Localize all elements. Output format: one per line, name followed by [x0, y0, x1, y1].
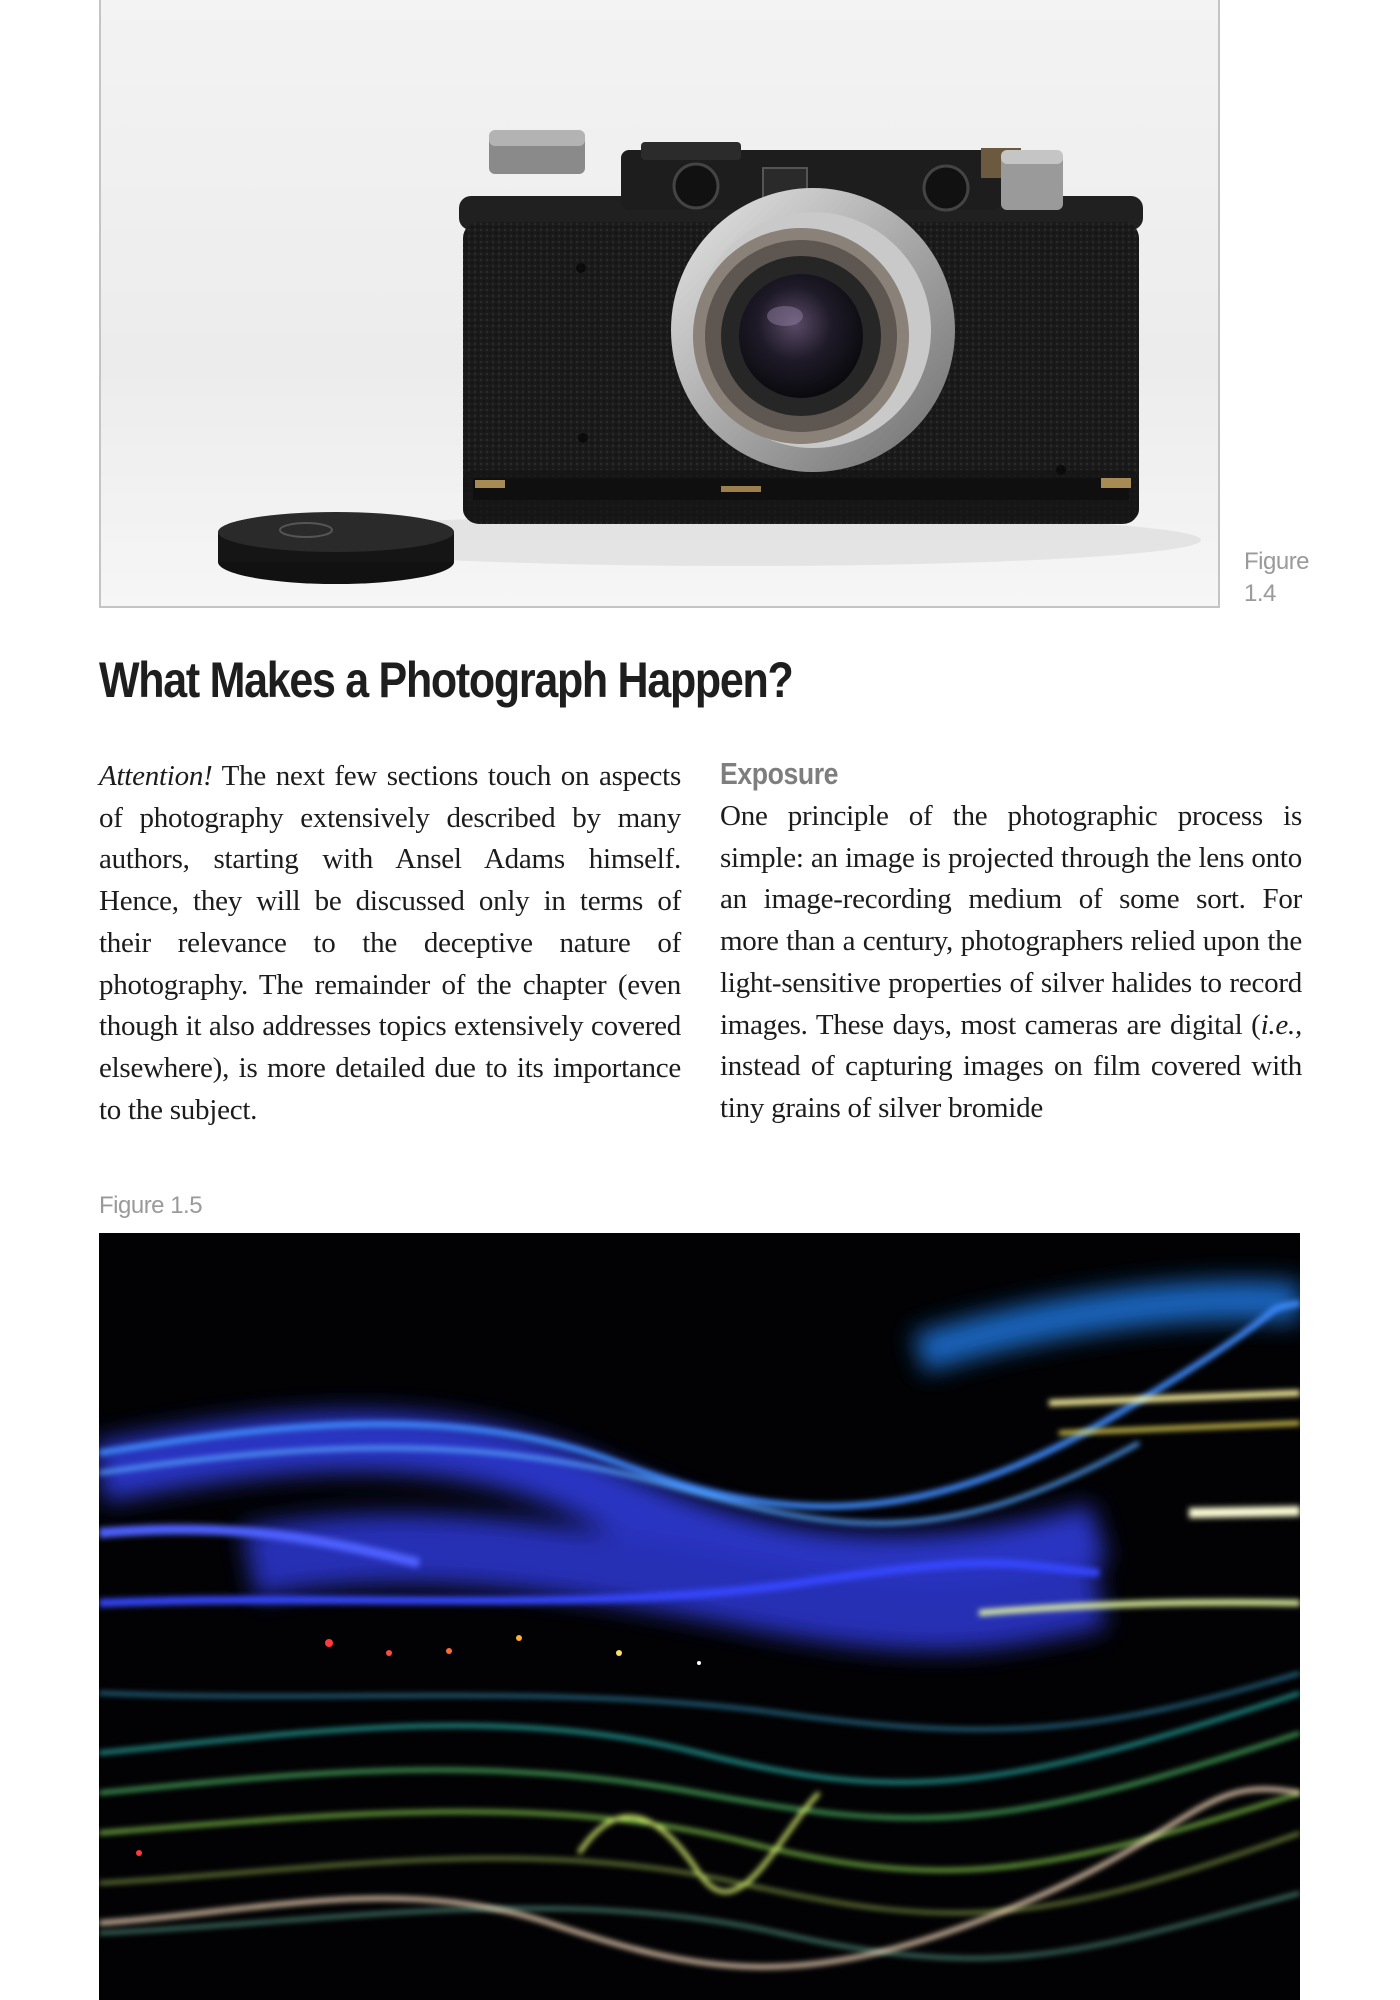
figure-1-5-light-trails-photo [99, 1233, 1300, 2000]
exposure-subheading: Exposure [720, 756, 839, 791]
left-paragraph [99, 756, 681, 1131]
section-heading: What Makes a Photograph Happen? [99, 652, 793, 708]
attention-lead: Attention! [99, 760, 213, 792]
exposure-paragraph-part1: One principle of the photographic process is simple: an image is projected through the lens onto an image-recording medium of some sort. For more than a century, photographers relied upon the light-sensitive properties of silver halides to record images. These days, most cameras are digital ( [720, 800, 1302, 1041]
left-paragraph-body: The next few sections touch on aspects of photography extensively described by many authors, starting with Ansel Adams himself. Hence, they will be discussed only in terms of their relevance to the deceptive nature of photography. The remainder of the chapter (even though it also addresses topics extensively covered elsewhere), is more detailed due to its importance to the subject. [99, 760, 681, 1126]
ie-abbreviation: i.e., [1260, 1008, 1302, 1041]
figure-1-4-camera-photo [99, 0, 1220, 608]
right-text-column [720, 754, 1302, 1130]
left-text-column [99, 756, 681, 1131]
figure-caption-line: Figure [1244, 548, 1310, 575]
lens-cap [218, 512, 454, 584]
camera-lens [671, 188, 955, 472]
exposure-paragraph [720, 796, 1302, 1130]
figure-caption-number: 1.4 [1244, 579, 1276, 607]
figure-1-4-caption [1244, 546, 1324, 609]
figure-1-5-caption: Figure 1.5 [99, 1192, 203, 1219]
exposure-paragraph-part2: instead of capturing images on film covered with tiny grains of silver bromide [720, 1050, 1302, 1124]
